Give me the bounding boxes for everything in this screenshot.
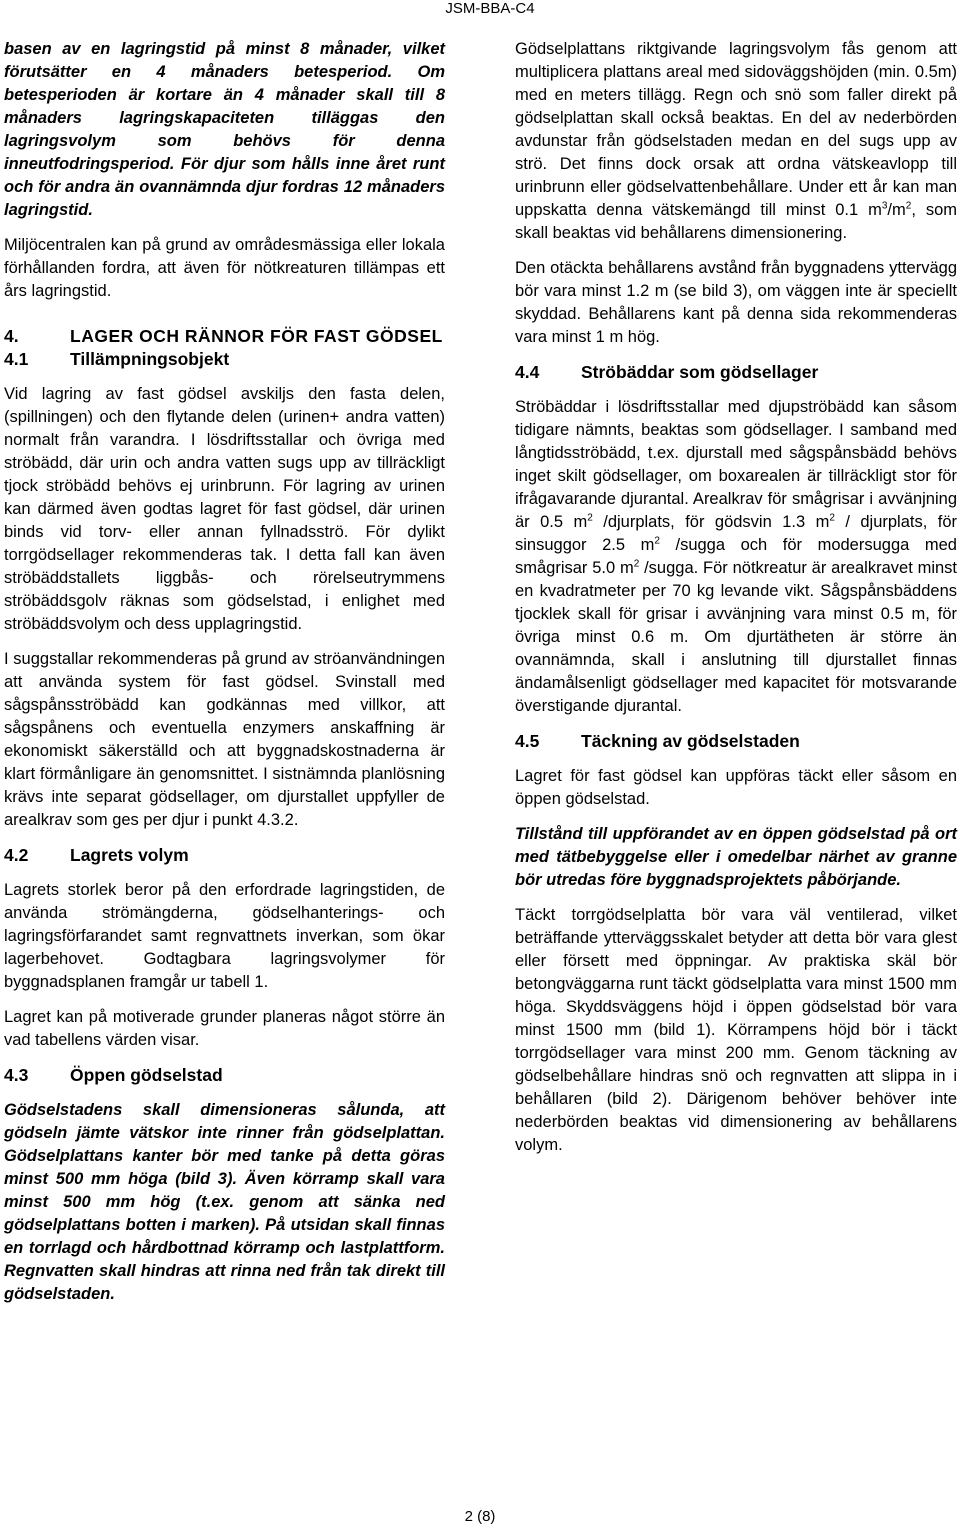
heading-number: 4.3 bbox=[4, 1065, 29, 1085]
paragraph-avstand: Den otäckta behållarens avstånd från byggnadens yttervägg bör vara minst 1.2 m (se bild 3), om väggen inte är speciellt skyddad. Behållarens kant på denna sida rekommenderas vara minst 1 m hög. bbox=[515, 259, 957, 346]
paragraph-4-1-a: Vid lagring av fast gödsel avskiljs den fasta delen, (spillningen) och den flytande delen (urinen+ andra vatten) normalt från varandra. I lösdriftsstallar och övriga med ströbädd, där urin och andra vatten sugs upp av tillräckligt tjock ströbädd behövs ej urinbrunn. För lagring av urinen kan därmed även godtas lagret för fast gödsel, där urinen binds vid torv- eller annan fyllnadsströ. För dylikt torrgödsellager rekommenderas tak. I detta fall kan även ströbäddstallets liggbås- och rörelseutrymmens ströbäddsgolv räknas som gödselstad, i enlighet med ströbäddsvolym och dess upplagringstid. bbox=[4, 385, 445, 633]
superscript: 2 bbox=[633, 558, 640, 570]
superscript: 3 bbox=[881, 200, 888, 212]
heading-number: 4. bbox=[4, 326, 19, 346]
heading-title: Täckning av gödselstaden bbox=[581, 731, 800, 751]
page-number: 2 (8) bbox=[464, 1508, 496, 1525]
heading-section-4-1 bbox=[4, 348, 445, 371]
text-run: /m bbox=[887, 201, 906, 219]
heading-number: 4.2 bbox=[4, 845, 29, 865]
paragraph-4-2-b: Lagret kan på motiverade grunder planeras något större än vad tabellens värden visar. bbox=[4, 1008, 445, 1049]
heading-title: Lagrets volym bbox=[70, 845, 189, 865]
text-run: /sugga och för modersugga med smågrisar 5.0 m bbox=[515, 536, 957, 577]
heading-section-4-5 bbox=[515, 730, 957, 753]
superscript: 2 bbox=[829, 512, 835, 524]
left-column bbox=[4, 38, 445, 1318]
text-run: Ströbäddar i lösdriftsstallar med djupströbädd kan såsom tidigare nämnts, beaktas som gödsellager. I samband med långtidsströbädd, t.ex. djurstall med sågspånsbädd behövs inget skilt gödsellager, om boxarealen är tillräckligt stor för ifrågavarande djurantal. Arealkrav för smågrisar i avvänjning är 0.5 m bbox=[515, 398, 957, 531]
superscript: 2 bbox=[654, 535, 660, 547]
superscript: 2 bbox=[905, 200, 912, 212]
heading-title: Ströbäddar som gödsellager bbox=[581, 362, 819, 382]
heading-section-4 bbox=[4, 325, 445, 348]
intro-bold-paragraph: basen av en lagringstid på minst 8 månader, vilket förutsätter en 4 månaders betesperiod. Om betesperioden är kortare än 4 månader skall till 8 månaders lagringskapaciteten tilläggas den lagringsvolym som behövs för denna inneutfodringsperiod. För djur som hålls inne året runt och för andra än ovannämnda djur fordras 12 månaders lagringstid. bbox=[4, 40, 445, 219]
paragraph-4-1-b: I suggstallar rekommenderas på grund av ströanvändningen att använda system för fast gödsel. Svinstall med sågspånsströbädd kan godkännas med villkor, att sågspånens och eventuella enzymers anskaffning är ekonomiskt säkerställd och att byggnadskostnaderna är klart förmånligare än genomsnittet. I sistnämnda planlösning krävs inte separat gödsellager, om djurstallet uppfyller de arealkrav som ges per djur i punkt 4.3.2. bbox=[4, 650, 445, 829]
heading-title: Tillämpningsobjekt bbox=[70, 349, 230, 369]
text-run: , som skall beaktas vid behållarens dimensionering. bbox=[515, 201, 957, 242]
right-column bbox=[515, 38, 957, 1169]
paragraph-4-3-bold: Gödselstadens skall dimensioneras sålunda, att gödseln jämte vätskor inte rinner från gödselplattan. Gödselplattans kanter bör med tanke på detta göras minst 500 mm höga (bild 3). Även körramp skall vara minst 500 mm hög (t.ex. genom att sänka ned gödselplattans botten i marken). På utsidan skall finnas en torrlagd och hårdbottnad körramp och lastplattform. Regnvatten skall hindras att rinna ned från tak direkt till gödselstaden. bbox=[4, 1101, 445, 1303]
document-code: JSM-BBA-C4 bbox=[445, 0, 535, 17]
heading-section-4-3 bbox=[4, 1064, 445, 1087]
heading-title: LAGER OCH RÄNNOR FÖR FAST GÖDSEL bbox=[70, 326, 443, 346]
text-run: /djurplats, för gödsvin 1.3 m bbox=[592, 513, 830, 531]
heading-number: 4.4 bbox=[515, 362, 540, 382]
text-run: Gödselplattans riktgivande lagringsvolym fås genom att multiplicera plattans areal med sidoväggshöjden (min. 0.5m) med en meters tillägg. Regn och snö som faller direkt på gödselplattan skall också beaktas. En del av nederbörden avdunstar från gödselstaden medan en del sugs upp av strö. Det finns dock orsak att ordna vätskeavlopp till urinbrunn eller gödselvattenbehållare. Under ett år kan man uppskatta denna vätskemängd till minst 0.1 m bbox=[515, 40, 957, 219]
paragraph-4-5-a: Lagret för fast gödsel kan uppföras täckt eller såsom en öppen gödselstad. bbox=[515, 767, 957, 808]
heading-number: 4.1 bbox=[4, 349, 29, 369]
heading-number: 4.5 bbox=[515, 731, 540, 751]
paragraph-4-2-a: Lagrets storlek beror på den erfordrade lagringstiden, de använda strömängderna, gödselhanterings- och lagringsförfarandet samt regnvattnets inverkan, som ökar lagerbehovet. Godtagbara lagringsvolymer för byggnadsplanen framgår ur tabell 1. bbox=[4, 881, 445, 991]
paragraph-gödselplattan bbox=[515, 38, 957, 245]
text-run: / djurplats, för sinsuggor 2.5 m bbox=[515, 513, 957, 554]
paragraph-4-4 bbox=[515, 396, 957, 718]
heading-title: Öppen gödselstad bbox=[70, 1065, 223, 1085]
paragraph-miljocentralen: Miljöcentralen kan på grund av områdesmässiga eller lokala förhållanden fordra, att även för nötkreaturen tillämpas ett års lagringstid. bbox=[4, 236, 445, 300]
paragraph-4-5-c: Täckt torrgödselplatta bör vara väl ventilerad, vilket beträffande ytterväggsskalet betyder att detta bör vara glest eller försett med öppningar. Av praktiska skäl bör betongväggarna runt täckt gödselplatta vara minst 1500 mm höga. Skyddsväggens höjd i öppen gödselstad bör vara minst 1500 mm (bild 1). Körrampens höjd bör i täckt torrgödsellager vara minst 200 mm. Genom täckning av gödselbehållare hindras snö och regnvatten att slippa in i behållaren (bild 2). Därigenom behöver behöver inte nederbörden beaktas vid dimensionering av behållarens volym. bbox=[515, 906, 957, 1154]
paragraph-4-5-bold: Tillstånd till uppförandet av en öppen gödselstad på ort med tätbebyggelse eller i omedelbar närhet av granne bör utredas före byggnadsprojektets påbörjande. bbox=[515, 825, 957, 889]
heading-section-4-2 bbox=[4, 844, 445, 867]
heading-section-4-4 bbox=[515, 361, 957, 384]
text-run: /sugga. För nötkreatur är arealkravet minst en kvadratmeter per 70 kg levande vikt. Sågspånsbäddens tjocklek skall för grisar i avvänjning vara minst 0.5 m, för övriga minst 0.6 m. Om djurtätheten är större än ovannämnda, skall i anslutning till djurstallet finnas ändamålsenligt gödsellager med kapacitet för motsvarande överstigande djurantal. bbox=[515, 559, 958, 715]
superscript: 2 bbox=[587, 512, 593, 524]
